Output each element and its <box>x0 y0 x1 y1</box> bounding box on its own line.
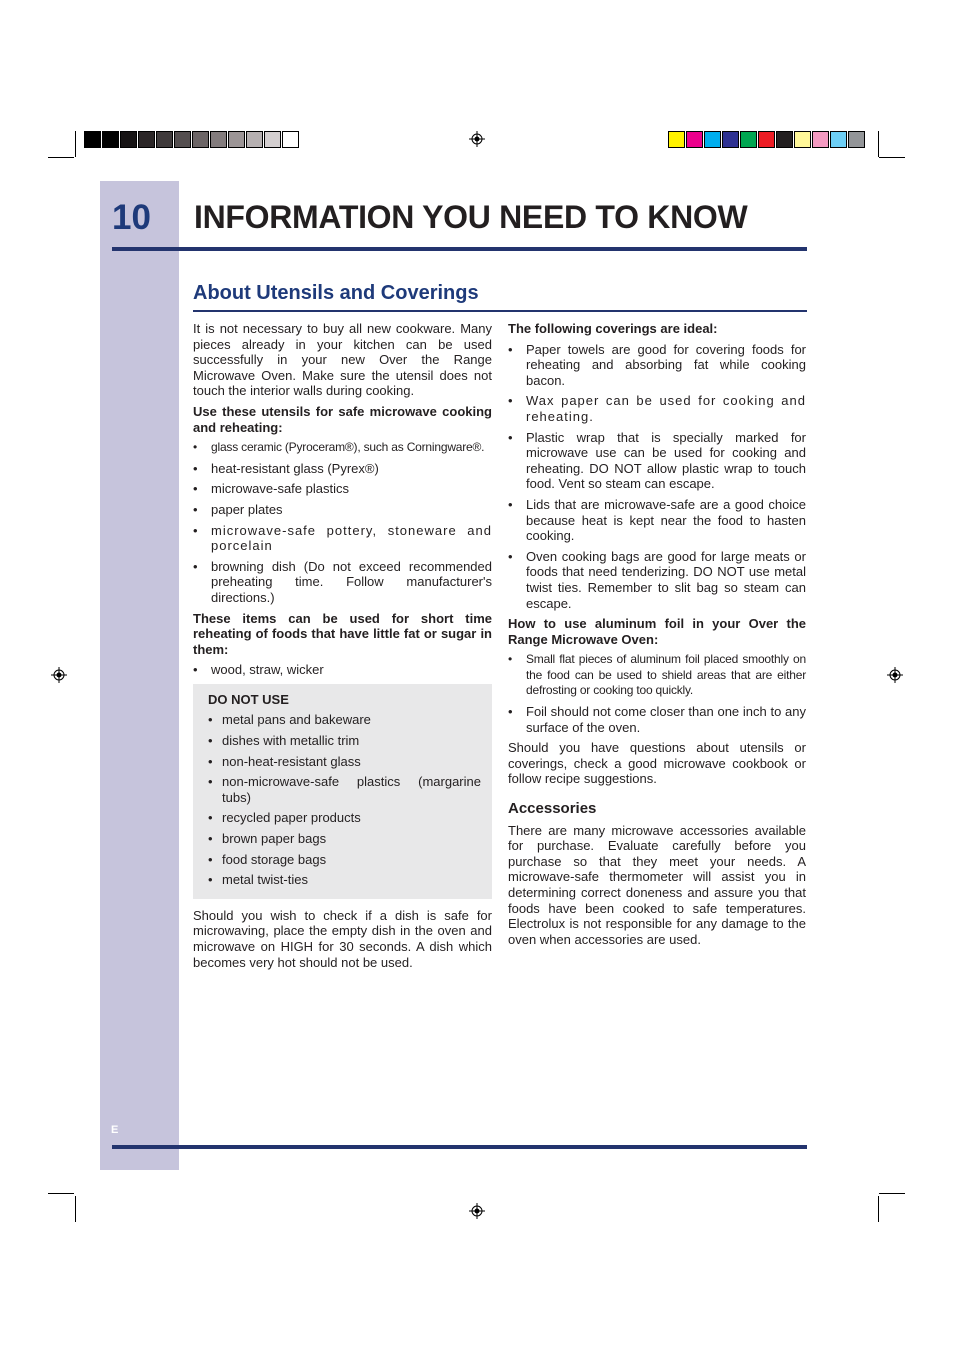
list-item: • Oven cooking bags are good for large meats or foods that need tenderizing. DO NOT use metal twist ties. Remember to slit bag so steam can escape. <box>508 549 806 611</box>
color-swatch <box>722 131 739 148</box>
do-not-use-list <box>208 712 481 887</box>
color-swatch <box>228 131 245 148</box>
color-swatch <box>794 131 811 148</box>
foil-list <box>508 652 806 735</box>
footer-rule <box>112 1145 807 1149</box>
page-title: INFORMATION YOU NEED TO KNOW <box>194 199 748 235</box>
list-item: • metal twist-ties <box>208 872 481 888</box>
list-item: • non-heat-resistant glass <box>208 754 481 770</box>
section-title: About Utensils and Coverings <box>193 282 479 304</box>
color-swatch <box>246 131 263 148</box>
list-item: • heat-resistant glass (Pyrex®) <box>193 461 492 477</box>
coverings-heading: The following coverings are ideal: <box>508 321 718 336</box>
chapter-number: 10 <box>112 198 151 237</box>
dish-check-paragraph: Should you wish to check if a dish is safe for microwaving, place the empty dish in the oven and microwave on HIGH for 30 seconds. A dish which becomes very hot should not be used. <box>193 907 492 970</box>
registration-mark-icon <box>51 667 67 683</box>
color-swatch <box>192 131 209 148</box>
accessories-title: Accessories <box>508 800 597 818</box>
list-item: • recycled paper products <box>208 810 481 826</box>
list-item: • Wax paper can be used for cooking and reheating. <box>508 393 806 424</box>
list-item: • glass ceramic (Pyroceram®), such as Corningware®. <box>193 440 492 456</box>
foil-heading: How to use aluminum foil in your Over the Range Microwave Oven: <box>508 616 806 647</box>
list-item: • browning dish (Do not exceed recommended preheating time. Follow manufacturer's directions.) <box>193 559 492 606</box>
intro-paragraph: It is not necessary to buy all new cookware. Many pieces already in your kitchen can be used successfully in your new Over the Range Microwave Oven. Make sure the utensil does not touch the interior walls during cooking. <box>193 321 492 399</box>
chapter-sidebar <box>100 181 179 1170</box>
color-swatch <box>282 131 299 148</box>
list-item: • microwave-safe plastics <box>193 481 492 497</box>
short-reheating-heading: These items can be used for short time reheating of foods that have little fat or sugar in them: <box>193 610 492 657</box>
color-swatch <box>138 131 155 148</box>
header-rule <box>112 247 807 251</box>
registration-mark-icon <box>469 1203 485 1219</box>
list-item: • brown paper bags <box>208 831 481 847</box>
list-item: • Plastic wrap that is specially marked for microwave use can be used for cooking and reheating. DO NOT allow plastic wrap to touch food. Vent so steam can escape. <box>508 430 806 492</box>
color-swatch <box>264 131 281 148</box>
list-item: • Lids that are microwave-safe are a good choice because heat is kept near the food to hasten cooking. <box>508 497 806 544</box>
color-swatch <box>84 131 101 148</box>
list-item: • metal pans and bakeware <box>208 712 481 728</box>
color-swatch <box>120 131 137 148</box>
list-item: • food storage bags <box>208 852 481 868</box>
language-marker: E <box>111 1124 119 1136</box>
coverings-list <box>508 342 806 612</box>
color-swatch <box>812 131 829 148</box>
color-swatch <box>156 131 173 148</box>
right-column <box>508 321 806 952</box>
left-column <box>193 321 492 975</box>
color-swatch <box>776 131 793 148</box>
list-item: • non-microwave-safe plastics (margarine tubs) <box>208 774 481 805</box>
list-item: • Paper towels are good for covering foods for reheating and absorbing fat while cooking bacon. <box>508 342 806 389</box>
color-swatch <box>174 131 191 148</box>
color-bar <box>668 131 866 148</box>
list-item: • wood, straw, wicker <box>193 662 492 678</box>
color-swatch <box>686 131 703 148</box>
do-not-use-box <box>193 684 492 899</box>
color-swatch <box>830 131 847 148</box>
color-swatch <box>848 131 865 148</box>
color-swatch <box>102 131 119 148</box>
color-swatch <box>740 131 757 148</box>
safe-utensils-list <box>193 440 492 605</box>
short-reheating-list <box>193 662 492 678</box>
color-swatch <box>758 131 775 148</box>
questions-paragraph: Should you have questions about utensils or coverings, check a good microwave cookbook or follow recipe suggestions. <box>508 740 806 787</box>
list-item: • Small flat pieces of aluminum foil placed smoothly on the food can be used to shield areas that are either defrosting or cooking too quickly. <box>508 652 806 699</box>
registration-mark-icon <box>469 131 485 147</box>
accessories-paragraph: There are many microwave accessories available for purchase. Evaluate carefully before you purchase so that they meet your needs. A microwave-safe thermometer will assist you in determining correct doneness and assure you that foods have been cooked to safe temperatures. Electrolux is not responsible for any damage to the oven when accessories are used. <box>508 822 806 947</box>
list-item: • paper plates <box>193 502 492 518</box>
color-swatch <box>704 131 721 148</box>
list-item: • Foil should not come closer than one inch to any surface of the oven. <box>508 704 806 735</box>
do-not-use-heading: DO NOT USE <box>208 691 289 707</box>
gray-color-bar <box>84 131 300 148</box>
safe-utensils-heading: Use these utensils for safe microwave cooking and reheating: <box>193 403 492 435</box>
registration-mark-icon <box>887 667 903 683</box>
section-rule <box>193 310 807 312</box>
list-item: • dishes with metallic trim <box>208 733 481 749</box>
color-swatch <box>210 131 227 148</box>
list-item: • microwave-safe pottery, stoneware and porcelain <box>193 523 492 554</box>
color-swatch <box>668 131 685 148</box>
